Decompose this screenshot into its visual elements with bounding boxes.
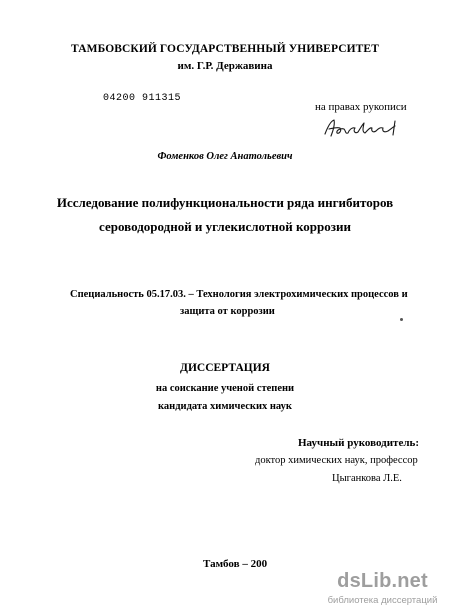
watermark-tagline: библиотека диссертаций [327, 595, 438, 606]
degree-line-1: на соискание ученой степени [155, 383, 295, 394]
scan-speck [400, 318, 403, 321]
university-name: ТАМБОВСКИЙ ГОСУДАРСТВЕННЫЙ УНИВЕРСИТЕТ [71, 43, 379, 55]
supervisor-degree: доктор химических наук, профессор [255, 455, 418, 466]
manuscript-note: на правах рукописи [315, 101, 407, 113]
degree-line-2: кандидата химических наук [158, 401, 292, 412]
dissertation-label: ДИССЕРТАЦИЯ [180, 362, 270, 374]
dslib-watermark[interactable] [325, 570, 440, 612]
specialty-line-2: защита от коррозии [180, 306, 275, 317]
supervisor-label: Научный руководитель: [298, 437, 419, 449]
registration-number: 04200 911315 [103, 93, 182, 104]
signature-icon [322, 117, 404, 139]
university-namesake: им. Г.Р. Державина [177, 60, 273, 72]
author-name: Фоменков Олег Анатольевич [157, 151, 293, 162]
dissertation-title-line-1: Исследование полифункциональности ряда ингибиторов [56, 195, 394, 210]
dissertation-title-line-2: сероводородной и углекислотной коррозии [99, 219, 351, 234]
specialty-line-1: Специальность 05.17.03. – Технология электрохимических процессов и [70, 289, 408, 300]
supervisor-name: Цыганкова Л.Е. [332, 473, 402, 484]
watermark-brand: dsLib.net [337, 570, 428, 592]
city-year: Тамбов – 200 [203, 558, 268, 570]
